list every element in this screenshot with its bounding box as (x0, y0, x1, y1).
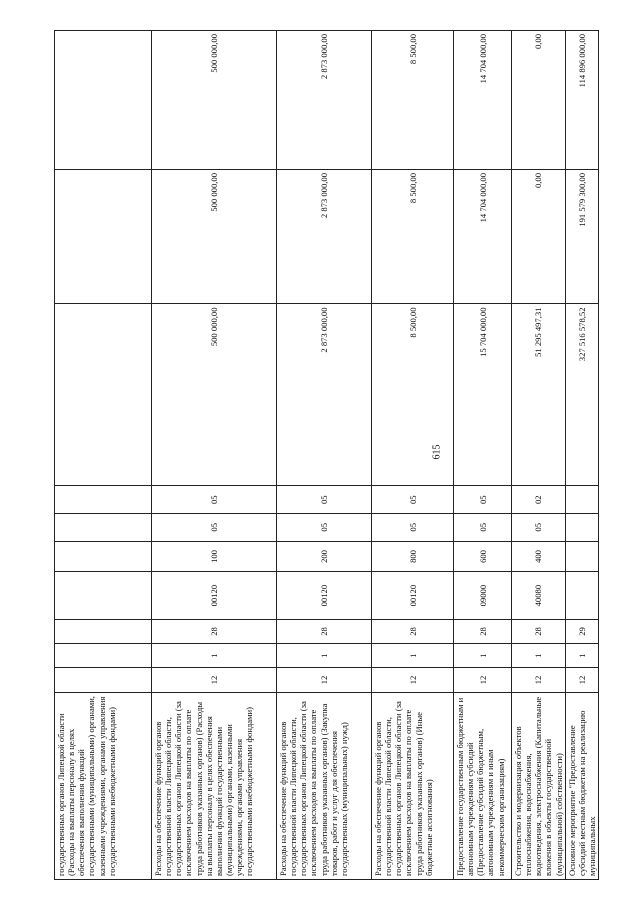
row-description-cell: Расходы на обеспечение функций органов государственной власти Липецкой области, государственных органов Липецкой области (за исключением расходов на выплаты по оплате труда работников указанных органов) (Закупка товаров, работ и услуг для обеспечения государственных (муниципальных) нужд) (277, 692, 372, 879)
row-c6-cell: 05 (454, 513, 512, 541)
row-c3-cell: 28 (277, 619, 372, 643)
row-c1-cell: 12 (565, 668, 598, 692)
row-v1-cell: 8 500,00 (372, 304, 454, 486)
row-c7-cell: 05 (454, 486, 512, 514)
row-c2-cell: 1 (565, 644, 598, 668)
row-c3-cell: 28 (152, 619, 277, 643)
row-description-cell: Расходы на обеспечение функций органов государственной власти Липецкой области, государственных органов Липецкой области (за исключением расходов на выплаты по оплате труда работников указанных органов) (Иные бюджетные ассигнования) (372, 692, 454, 879)
row-c7-cell: 05 (372, 486, 454, 514)
row-c7-cell (565, 486, 598, 514)
row-c3-cell: 28 (372, 619, 454, 643)
row-c4-cell: 09000 (454, 572, 512, 619)
page-number: 615 (431, 444, 443, 460)
row-v1-cell: 500 000,00 (152, 304, 277, 486)
row-c5-cell: 800 (372, 541, 454, 572)
row-v3-cell: 2 873 000,00 (277, 31, 372, 170)
row-c6-cell: 05 (512, 513, 566, 541)
row-c1-cell: 12 (152, 668, 277, 692)
table-row (277, 31, 372, 880)
row-c6-cell (55, 513, 152, 541)
row-c3-cell (55, 619, 152, 643)
row-c4-cell: 00120 (152, 572, 277, 619)
budget-table (54, 30, 599, 880)
row-c6-cell: 05 (152, 513, 277, 541)
row-c7-cell: 02 (512, 486, 566, 514)
row-v1-cell (55, 304, 152, 486)
row-v1-cell: 51 295 497,31 (512, 304, 566, 486)
row-c6-cell (565, 513, 598, 541)
row-v2-cell: 8 500,00 (372, 169, 454, 304)
row-c2-cell: 1 (277, 644, 372, 668)
row-c6-cell: 05 (277, 513, 372, 541)
rotated-table-area (54, 30, 597, 876)
row-c1-cell: 12 (372, 668, 454, 692)
row-v2-cell (55, 169, 152, 304)
row-c1-cell: 12 (454, 668, 512, 692)
row-c1-cell (55, 668, 152, 692)
budget-table-wrapper (54, 30, 597, 880)
row-c4-cell (565, 572, 598, 619)
row-v2-cell: 14 704 000,00 (454, 169, 512, 304)
table-body (55, 31, 599, 880)
row-description-cell: Основное мероприятие "Предоставление субсидий местным бюджетам на реализацию муниципальных (565, 692, 598, 879)
table-row (372, 31, 454, 880)
table-row (152, 31, 277, 880)
row-v1-cell: 2 873 000,00 (277, 304, 372, 486)
row-c5-cell (55, 541, 152, 572)
row-c1-cell: 12 (512, 668, 566, 692)
row-c5-cell (565, 541, 598, 572)
row-c4-cell: 00120 (277, 572, 372, 619)
row-v3-cell: 0,00 (512, 31, 566, 170)
row-description-cell: Расходы на обеспечение функций органов государственной власти Липецкой области, государственных органов Липецкой области (за исключением расходов на выплаты по оплате труда работников указанных органов) (Расходы на выплаты персоналу в целях обеспечения выполнения функций государственными (муниципальными) органами, казенными учреждениями, органами управления государственными внебюджетными фондами) (152, 692, 277, 879)
row-v3-cell: 114 896 000,00 (565, 31, 598, 170)
row-v3-cell: 8 500,00 (372, 31, 454, 170)
row-v3-cell: 500 000,00 (152, 31, 277, 170)
row-c4-cell (55, 572, 152, 619)
row-c5-cell: 400 (512, 541, 566, 572)
row-v2-cell: 191 579 300,00 (565, 169, 598, 304)
table-row (512, 31, 566, 880)
row-c4-cell: 00120 (372, 572, 454, 619)
row-c5-cell: 100 (152, 541, 277, 572)
row-c3-cell: 28 (512, 619, 566, 643)
row-description-cell: Строительство и модернизация объектов теплоснабжения, водоснабжения, водоотведения, электроснабжения (Капитальные вложения в объекты государственной (муниципальной) собственности) (512, 692, 566, 879)
row-v3-cell: 14 704 000,00 (454, 31, 512, 170)
row-v2-cell: 0,00 (512, 169, 566, 304)
row-c2-cell (55, 644, 152, 668)
row-c5-cell: 200 (277, 541, 372, 572)
row-v2-cell: 500 000,00 (152, 169, 277, 304)
row-c3-cell: 28 (454, 619, 512, 643)
row-description-cell: Предоставление государственным бюджетным и автономным учреждениям субсидий (Предоставление субсидий бюджетным, автономным учреждениям и иным некоммерческим организациям) (454, 692, 512, 879)
row-c1-cell: 12 (277, 668, 372, 692)
row-c6-cell: 05 (372, 513, 454, 541)
row-c7-cell (55, 486, 152, 514)
row-c5-cell: 600 (454, 541, 512, 572)
row-c7-cell: 05 (152, 486, 277, 514)
row-c3-cell: 29 (565, 619, 598, 643)
row-c2-cell: 1 (152, 644, 277, 668)
table-row (565, 31, 598, 880)
row-v3-cell (55, 31, 152, 170)
row-v2-cell: 2 873 000,00 (277, 169, 372, 304)
row-v1-cell: 15 704 000,00 (454, 304, 512, 486)
row-c2-cell: 1 (372, 644, 454, 668)
row-c4-cell: 40080 (512, 572, 566, 619)
row-c7-cell: 05 (277, 486, 372, 514)
row-c2-cell: 1 (454, 644, 512, 668)
table-row (55, 31, 152, 880)
row-v1-cell: 327 516 578,52 (565, 304, 598, 486)
table-row (454, 31, 512, 880)
row-description-cell: государственных органов Липецкой области (Расходы на выплаты персоналу в целях обеспечения выполнения функций государственными (муниципальными) органами, казенными учреждениями, органами управления государственными внебюджетными фондами) (55, 692, 152, 879)
row-c2-cell: 1 (512, 644, 566, 668)
